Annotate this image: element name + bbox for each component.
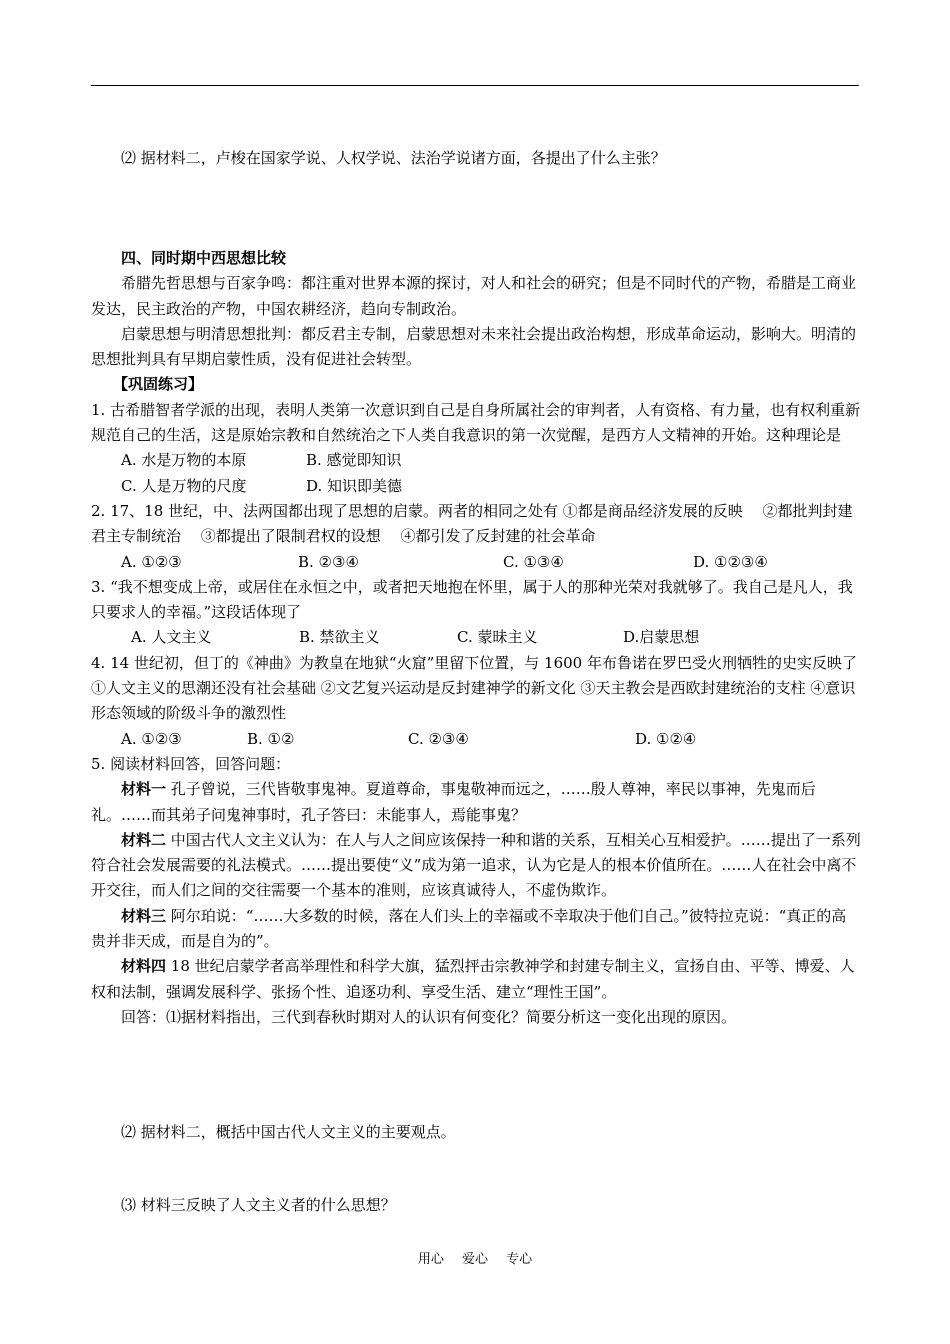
option: C. ②③④: [408, 729, 469, 748]
option: B. 禁欲主义: [299, 628, 380, 647]
option: A. ①②③: [121, 552, 182, 571]
option: B. 感觉即知识: [306, 451, 402, 470]
section-paragraph-1: 希腊先哲思想与百家争鸣：都注重对世界本源的探讨，对人和社会的研究；但是不同时代的产物，希腊是工商业发达，民主政治的产物，中国农耕经济，趋向专制政治。: [91, 274, 857, 318]
question-5-ask-2: ⑵ 据材料二，概括中国古代人文主义的主要观点。: [121, 1123, 456, 1141]
question-3-options: [91, 625, 861, 650]
question-4: 4. 14 世纪初，但丁的《神曲》为教皇在地狱“火窟”里留下位置，与 1600 年布鲁诺在罗巴受火刑牺牲的史实反映了 ①人文主义的思潮还没有社会基础 ②文艺复兴运动是反封建神学的新文化 ③天主教会是西欧封建统治的支柱 ④意识形态领域的阶级斗争的激烈性: [91, 653, 857, 723]
material-4-text: 18 世纪启蒙学者高举理性和科学大旗，猛烈抨击宗教神学和封建专制主义，宣扬自由、平等、博爱、人权和法制，强调发展科学、张扬个性、追逐功利、享受生活、建立“理性王国”。: [91, 957, 855, 1001]
material-3-label: 材料三: [121, 906, 167, 925]
option: B. ①②: [247, 729, 295, 748]
option: D. ①②④: [635, 729, 697, 748]
material-3-text: 阿尔珀说：“……大多数的时候，落在人们头上的幸福或不幸取决于他们自己。”彼特拉克说：“真正的高贵并非天成，而是自为的”。: [91, 906, 847, 951]
question-3: 3. “我不想变成上帝，或居住在永恒之中，或者把天地抱在怀里，属于人的那种光荣对我就够了。我自己是凡人，我只要求人的幸福。”这段话体现了: [91, 577, 853, 622]
material-1-label: 材料一: [121, 780, 167, 799]
question-5-intro: 5. 阅读材料回答，回答问题：: [91, 754, 291, 773]
option: C. 人是万物的尺度: [121, 476, 247, 495]
material-2-text: 中国古代人文主义认为：在人与人之间应该保持一种和谐的关系，互相关心互相爱护。……提出了一系列符合社会发展需要的礼法模式。……提出要使“义”成为第一追求，认为它是人的根本价值所在。……人在社会中离不开交往，而人们之间的交往需要一个基本的准则，应该真诚待人，不虚伪欺诈。: [91, 830, 861, 900]
question-2: 2. 17、18 世纪，中、法两国都出现了思想的启蒙。两者的相同之处有 ①都是商品经济发展的反映 ②都批判封建君主专制统治 ③都提出了限制君权的设想 ④都引发了反封建的社会革命: [91, 501, 853, 546]
material-2-label: 材料二: [121, 830, 167, 849]
section-title: 四、同时期中西思想比较: [121, 249, 287, 267]
question-2-options: [91, 550, 861, 575]
option: A. 水是万物的本原: [121, 451, 247, 470]
material-4: [91, 954, 861, 1005]
question-5-ask-3-wrap: [91, 1193, 861, 1218]
option: D.启蒙思想: [623, 628, 700, 647]
material-4-label: 材料四: [121, 957, 167, 976]
option: D. 知识即美德: [306, 476, 403, 495]
material-2: [91, 828, 861, 904]
question-1: 1. 古希腊智者学派的出现，表明人类第一次意识到自己是自身所属社会的审判者，人有资格、有力量，也有权利重新规范自己的生活，这是原始宗教和自然统治之下人类自我意识的第一次觉醒，是西方人文精神的开始。这种理论是: [91, 400, 861, 445]
main-content: [91, 246, 861, 1030]
question-5-ask-1: 回答：⑴据材料指出，三代到春秋时期对人的认识有何变化？简要分析这一变化出现的原因。: [121, 1007, 737, 1026]
option: A. 人文主义: [131, 628, 212, 647]
question-1-options: [91, 448, 861, 473]
option: B. ②③④: [298, 552, 359, 571]
option: C. ①③④: [503, 552, 564, 571]
option: D. ①②③④: [693, 552, 768, 571]
question-top: [91, 146, 861, 171]
practice-title: 【巩固练习】: [113, 375, 204, 394]
section-paragraph-2: 启蒙思想与明清思想批判：都反君主专制，启蒙思想对未来社会提出政治构想，形成革命运动，影响大。明清的思想批判具有早期启蒙性质，没有促进社会转型。: [91, 324, 857, 369]
material-1-text: 孔子曾说，三代皆敬事鬼神。夏道尊命，事鬼敬神而远之，……殷人尊神，率民以事神，先鬼而后礼。……而其弟子问鬼神事时，孔子答曰：未能事人，焉能事鬼？: [91, 780, 816, 824]
header-rule: [91, 85, 859, 86]
page-footer: 用心 爱心 专心: [417, 1252, 533, 1267]
question-5-ask-3: ⑶ 材料三反映了人文主义者的什么思想？: [121, 1196, 396, 1214]
question-5-ask-2-wrap: [91, 1120, 861, 1145]
material-3: [91, 904, 861, 955]
option: C. 蒙昧主义: [457, 628, 538, 647]
option: A. ①②③: [121, 729, 182, 748]
question-rousseau: ⑵ 据材料二，卢梭在国家学说、人权学说、法治学说诸方面，各提出了什么主张？: [121, 149, 666, 167]
question-1-options-2: [91, 474, 861, 499]
question-4-options: [91, 727, 861, 752]
material-1: [91, 777, 861, 828]
